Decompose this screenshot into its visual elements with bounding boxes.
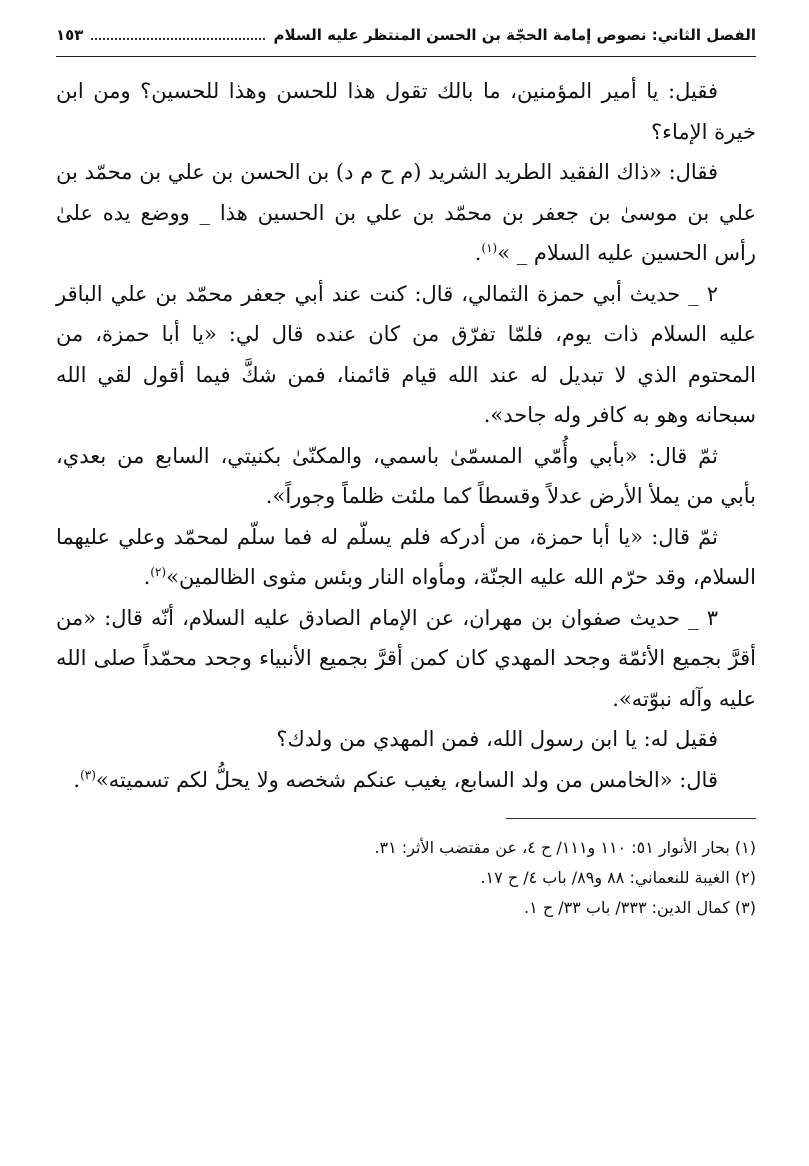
paragraph-7: فقيل له: يا ابن رسول الله، فمن المهدي من ولدك؟: [276, 727, 718, 751]
running-header: [56, 26, 756, 57]
paragraph-1: فقيل: يا أمير المؤمنين، ما بالك تقول هذا للحسن وهذا للحسين؟ ومن ابن خيرة الإماء؟: [56, 79, 756, 144]
paragraph-5: ثمّ قال: «يا أبا حمزة، من أدركه فلم يسلّم له فما سلّم لمحمّد وعلي عليهما السلام، وقد حرّم الله عليه الجنّة، ومأواه النار وبئس مثوى الظالمين»$^{(٢)}$.: [56, 524, 756, 589]
paragraph-3: ٢ _ حديث أبي حمزة الثمالي، قال: كنت عند أبي جعفر محمّد بن علي الباقر عليه السلام ذات يوم، فلمّا تفرّق من كان عنده قال لي: «يا أبا حمزة، من المحتوم الذي لا تبديل له عند الله قيام قائمنا، فمن شكَّ فيما أقول لقي الله سبحانه وهو به كافر وله جاحد».: [56, 281, 756, 427]
main-text: [56, 71, 756, 800]
book-page: [56, 26, 756, 1146]
paragraph-8: قال: «الخامس من ولد السابع، يغيب عنكم شخصه ولا يحلُّ لكم تسميته»$^{(٣)}$.: [73, 767, 718, 792]
footnote-2: (٢) الغيبة للنعماني: ٨٨ و٨٩/ باب ٤/ ح ١٧.: [480, 868, 756, 887]
footnote-ref-2[interactable]: (٢): [150, 565, 167, 579]
footnote-3: (٣) كمال الدين: ٣٣٣/ باب ٣٣/ ح ١.: [524, 898, 756, 917]
paragraph-2: فقال: «ذاك الفقيد الطريد الشريد (م ح م د) بن الحسن بن علي بن محمّد بن علي بن موسىٰ بن جعفر بن محمّد بن علي بن الحسين هذا _ ووضع يده علىٰ رأس الحسين عليه السلام _ »$^{(١)}$.: [56, 160, 756, 265]
footnote-ref-3[interactable]: (٣): [80, 767, 96, 782]
leader-dots: [91, 38, 265, 40]
paragraph-4: ثمّ قال: «بأبي وأُمّي المسمّىٰ باسمي، والمكنّىٰ بكنيتي، السابع من بعدي، بأبي من يملأ الأرض عدلاً وقسطاً كما ملئت ظلماً وجوراً».: [56, 443, 756, 508]
footnote-1: (١) بحار الأنوار ٥١: ١١٠ و١١١/ ح ٤، عن مقتضب الأثر: ٣١.: [374, 838, 756, 857]
page-number: ١٥٣: [56, 26, 84, 44]
footnote-ref-1[interactable]: (١): [481, 241, 498, 255]
footnote-separator: [506, 818, 756, 819]
footnotes: [56, 833, 756, 923]
chapter-title: الفصل الثاني: نصوص إمامة الحجّة بن الحسن المنتظر عليه السلام: [273, 26, 756, 44]
paragraph-6: ٣ _ حديث صفوان بن مهران، عن الإمام الصادق عليه السلام، أنّه قال: «من أقرَّ بجميع الأئمّة وجحد المهدي كان كمن أقرَّ بجميع الأنبياء وجحد محمّداً صلى الله عليه وآله نبوّته».: [56, 605, 756, 711]
